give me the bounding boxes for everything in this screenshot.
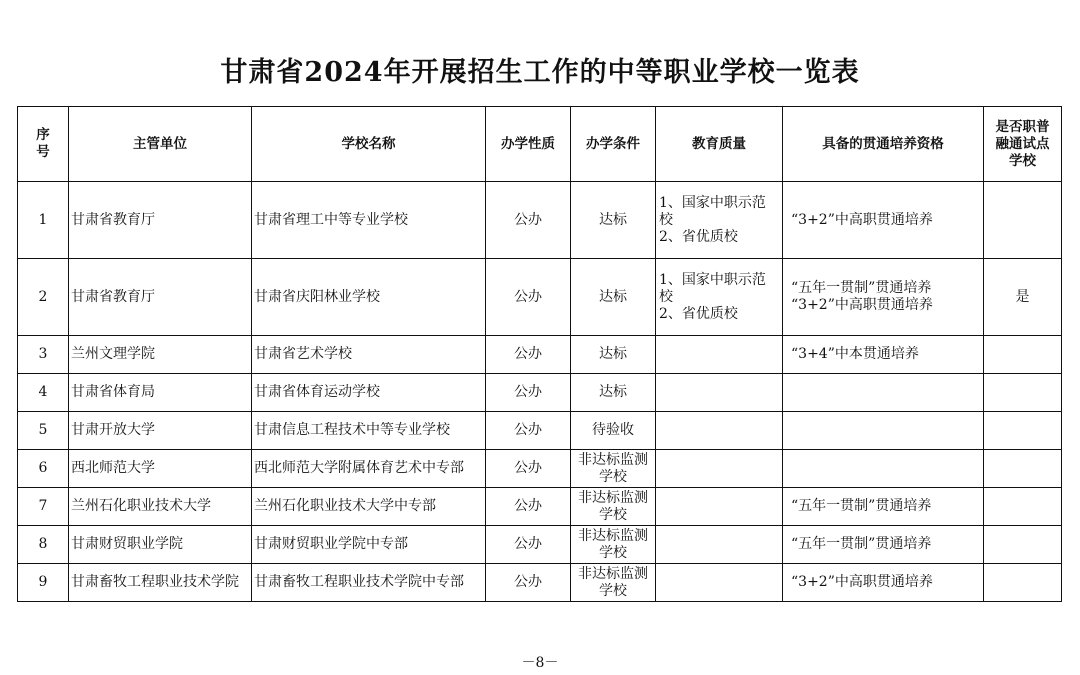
- table-row: [18, 488, 1062, 526]
- header-pilot-line: 学校: [1009, 152, 1036, 169]
- cell-condition: 非达标监测学校: [571, 564, 656, 602]
- cell-unit: 兰州文理学院: [69, 336, 252, 374]
- pathway-line: “3+2”中高职贯通培养: [791, 574, 933, 590]
- cell-school: 甘肃信息工程技术中等专业学校: [252, 412, 486, 450]
- header-pilot: [984, 107, 1062, 182]
- cell-school: 甘肃财贸职业学院中专部: [252, 526, 486, 564]
- cell-unit: 兰州石化职业技术大学: [69, 488, 252, 526]
- cell-unit: 西北师范大学: [69, 450, 252, 488]
- cell-condition: 达标: [571, 182, 656, 259]
- cell-school: 西北师范大学附属体育艺术中专部: [252, 450, 486, 488]
- quality-line: 1、国家中职示范: [659, 194, 766, 211]
- cell-pathway: [783, 526, 984, 564]
- cell-no: 6: [18, 450, 69, 488]
- cell-pilot: [984, 336, 1062, 374]
- cell-pilot: 是: [984, 259, 1062, 336]
- table-row: [18, 259, 1062, 336]
- cell-quality: [656, 450, 783, 488]
- table-row: [18, 182, 1062, 259]
- cell-quality: [656, 488, 783, 526]
- cell-condition: 达标: [571, 374, 656, 412]
- cell-pilot: [984, 412, 1062, 450]
- cell-unit: 甘肃省教育厅: [69, 259, 252, 336]
- cell-no: 8: [18, 526, 69, 564]
- cell-quality: [656, 336, 783, 374]
- header-no-line: 号: [36, 144, 50, 160]
- table-header-row: [18, 107, 1062, 182]
- table-row: [18, 336, 1062, 374]
- cell-nature: 公办: [486, 526, 571, 564]
- pathway-line: “3+2”中高职贯通培养: [791, 297, 933, 313]
- pathway-line: “五年一贯制”贯通培养: [791, 280, 932, 296]
- cell-no: 1: [18, 182, 69, 259]
- table-row: [18, 564, 1062, 602]
- cell-quality: [656, 564, 783, 602]
- cell-school: 甘肃畜牧工程职业技术学院中专部: [252, 564, 486, 602]
- header-pathway: 具备的贯通培养资格: [783, 107, 984, 182]
- cell-no: 5: [18, 412, 69, 450]
- cell-pilot: [984, 526, 1062, 564]
- cell-condition: 非达标监测学校: [571, 488, 656, 526]
- cell-condition: 非达标监测学校: [571, 450, 656, 488]
- cell-unit: 甘肃财贸职业学院: [69, 526, 252, 564]
- cell-pathway: [783, 450, 984, 488]
- cell-pathway: [783, 564, 984, 602]
- cell-pathway: [783, 182, 984, 259]
- cell-nature: 公办: [486, 182, 571, 259]
- page-number: －8－: [521, 655, 559, 671]
- cell-pilot: [984, 488, 1062, 526]
- cell-condition: 达标: [571, 336, 656, 374]
- quality-line: 校: [659, 288, 673, 305]
- header-nature: 办学性质: [486, 107, 571, 182]
- header-quality: 教育质量: [656, 107, 783, 182]
- cell-quality: [656, 374, 783, 412]
- cell-condition: 待验收: [571, 412, 656, 450]
- cell-school: 甘肃省体育运动学校: [252, 374, 486, 412]
- schools-table: [17, 106, 1062, 602]
- cell-school: 甘肃省艺术学校: [252, 336, 486, 374]
- cell-unit: 甘肃畜牧工程职业技术学院: [69, 564, 252, 602]
- cell-no: 7: [18, 488, 69, 526]
- cell-quality: [656, 526, 783, 564]
- cell-nature: 公办: [486, 412, 571, 450]
- pathway-line: “五年一贯制”贯通培养: [791, 536, 932, 552]
- cell-school: 甘肃省理工中等专业学校: [252, 182, 486, 259]
- quality-line: 校: [659, 211, 673, 228]
- cell-pilot: [984, 374, 1062, 412]
- cell-pilot: [984, 450, 1062, 488]
- cell-quality: [656, 412, 783, 450]
- cell-no: 3: [18, 336, 69, 374]
- table-row: [18, 450, 1062, 488]
- cell-condition: 非达标监测学校: [571, 526, 656, 564]
- pathway-line: “3+2”中高职贯通培养: [791, 211, 933, 228]
- cell-nature: 公办: [486, 450, 571, 488]
- cell-pilot: [984, 182, 1062, 259]
- cell-nature: 公办: [486, 259, 571, 336]
- header-school: 学校名称: [252, 107, 486, 182]
- cell-unit: 甘肃省体育局: [69, 374, 252, 412]
- cell-pathway: [783, 336, 984, 374]
- cell-unit: 甘肃省教育厅: [69, 182, 252, 259]
- cell-nature: 公办: [486, 564, 571, 602]
- quality-line: 2、省优质校: [659, 305, 738, 322]
- cell-pathway: [783, 412, 984, 450]
- cell-no: 2: [18, 259, 69, 336]
- header-no: [18, 107, 69, 182]
- cell-nature: 公办: [486, 336, 571, 374]
- cell-quality: [656, 182, 783, 259]
- cell-unit: 甘肃开放大学: [69, 412, 252, 450]
- pathway-line: “五年一贯制”贯通培养: [791, 498, 932, 514]
- quality-line: 1、国家中职示范: [659, 271, 766, 288]
- cell-pathway: [783, 374, 984, 412]
- table-row: [18, 526, 1062, 564]
- page-title: 甘肃省2024年开展招生工作的中等职业学校一览表: [220, 57, 860, 88]
- cell-no: 9: [18, 564, 69, 602]
- cell-quality: [656, 259, 783, 336]
- cell-nature: 公办: [486, 374, 571, 412]
- quality-line: 2、省优质校: [659, 228, 738, 245]
- header-unit: 主管单位: [69, 107, 252, 182]
- cell-pathway: [783, 259, 984, 336]
- header-pilot-line: 融通试点: [995, 135, 1050, 152]
- cell-school: 甘肃省庆阳林业学校: [252, 259, 486, 336]
- header-condition: 办学条件: [571, 107, 656, 182]
- cell-condition: 达标: [571, 259, 656, 336]
- table-row: [18, 412, 1062, 450]
- cell-pilot: [984, 564, 1062, 602]
- header-pilot-line: 是否职普: [995, 118, 1050, 135]
- header-no-line: 序: [36, 127, 50, 143]
- cell-nature: 公办: [486, 488, 571, 526]
- cell-no: 4: [18, 374, 69, 412]
- pathway-line: “3+4”中本贯通培养: [791, 346, 919, 362]
- cell-pathway: [783, 488, 984, 526]
- table-row: [18, 374, 1062, 412]
- cell-school: 兰州石化职业技术大学中专部: [252, 488, 486, 526]
